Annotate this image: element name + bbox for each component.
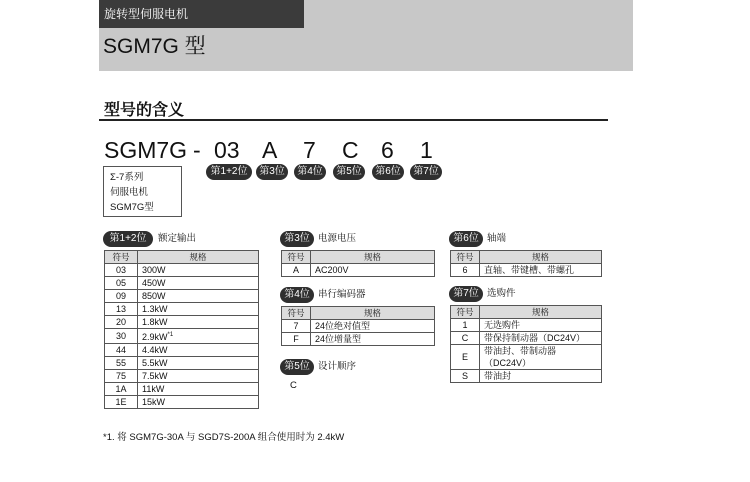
spec-cell — [311, 264, 435, 277]
table-row — [451, 332, 602, 345]
spec-text: 15kW — [142, 397, 166, 407]
group-3-pill: 第3位 — [280, 231, 314, 247]
spec-text: AC200V — [315, 265, 349, 275]
spec-text: 24位增量型 — [315, 334, 362, 344]
code-cell: 1A — [105, 383, 138, 396]
spec-cell — [138, 370, 259, 383]
spec-text: 24位绝对值型 — [315, 321, 371, 331]
series-box — [103, 166, 182, 217]
code-cell: 30 — [105, 329, 138, 344]
table-row — [105, 264, 259, 277]
group-7-pill: 第7位 — [449, 286, 483, 302]
footnote: *1. 将 SGM7G-30A 与 SGD7S-200A 组合使用时为 2.4kW — [103, 432, 345, 443]
spec-text: 带保持制动器（DC24V） — [484, 333, 586, 343]
pill-digit-3: 第3位 — [256, 164, 288, 180]
spec-text: 1.3kW — [142, 304, 168, 314]
pill-digit-6: 第6位 — [372, 164, 404, 180]
spec-cell — [480, 370, 602, 383]
footnote-marker: *1 — [167, 332, 174, 338]
group-4-pill: 第4位 — [280, 287, 314, 303]
group-6-title: 轴端 — [487, 233, 507, 244]
code-cell: 05 — [105, 277, 138, 290]
spec-cell — [138, 290, 259, 303]
code-cell: E — [451, 345, 480, 370]
spec-cell — [138, 344, 259, 357]
spec-text: 直轴、带键槽、带螺孔 — [484, 265, 575, 275]
model-code-4: 7 — [303, 137, 316, 163]
group-3-title: 电源电压 — [318, 233, 357, 244]
table-row — [105, 357, 259, 370]
encoder-table — [281, 306, 435, 346]
code-cell: 1 — [451, 319, 480, 332]
header-category: 旋转型伺服电机 — [99, 0, 304, 28]
code-cell: 09 — [105, 290, 138, 303]
pill-digit-1-2: 第1+2位 — [206, 164, 252, 180]
page-title: SGM7G 型 — [103, 35, 206, 58]
spec-cell — [480, 332, 602, 345]
spec-text: 4.4kW — [142, 345, 168, 355]
model-code-5: C — [342, 137, 359, 163]
code-cell: F — [282, 333, 311, 346]
spec-text: 7.5kW — [142, 371, 168, 381]
spec-text: 1.8kW — [142, 317, 168, 327]
table-row — [105, 316, 259, 329]
spec-text: 带油封 — [484, 371, 512, 381]
section-title: 型号的含义 — [104, 102, 185, 119]
pill-digit-5: 第5位 — [333, 164, 365, 180]
table-row — [105, 277, 259, 290]
table-row — [451, 264, 602, 277]
col-code: 符号 — [105, 251, 138, 264]
code-cell: 20 — [105, 316, 138, 329]
table-row — [451, 370, 602, 383]
col-spec: 规格 — [480, 306, 602, 319]
table-row — [451, 345, 602, 370]
group-4-title: 串行编码器 — [318, 289, 366, 300]
spec-cell — [138, 396, 259, 409]
code-cell: 55 — [105, 357, 138, 370]
section-divider — [99, 119, 608, 121]
table-row — [282, 333, 435, 346]
spec-cell — [480, 264, 602, 277]
model-code-6: 6 — [381, 137, 394, 163]
spec-text: 450W — [142, 278, 166, 288]
spec-text: 300W — [142, 265, 166, 275]
col-spec: 规格 — [311, 307, 435, 320]
model-dash: - — [193, 137, 201, 163]
code-cell: 7 — [282, 320, 311, 333]
spec-cell — [138, 264, 259, 277]
table-row — [105, 383, 259, 396]
spec-cell — [138, 329, 259, 344]
table-row — [105, 370, 259, 383]
spec-cell — [138, 357, 259, 370]
table-row — [105, 344, 259, 357]
series-line-2: 伺服电机 — [110, 187, 149, 198]
model-base: SGM7G — [104, 137, 188, 163]
code-cell: 75 — [105, 370, 138, 383]
shaft-end-table — [450, 250, 602, 277]
code-cell: 1E — [105, 396, 138, 409]
model-code-3: A — [262, 137, 278, 163]
code-cell: A — [282, 264, 311, 277]
spec-cell — [311, 320, 435, 333]
col-code: 符号 — [282, 307, 311, 320]
table-row — [105, 290, 259, 303]
spec-cell — [138, 316, 259, 329]
spec-text: 2.9kW — [142, 332, 168, 342]
series-line-1: Σ-7系列 — [110, 172, 144, 183]
spec-cell — [480, 345, 602, 370]
col-code: 符号 — [282, 251, 311, 264]
code-cell: S — [451, 370, 480, 383]
group-1-2-title: 额定输出 — [158, 233, 197, 244]
group-1-2-pill: 第1+2位 — [103, 231, 153, 247]
code-cell: 6 — [451, 264, 480, 277]
pill-digit-7: 第7位 — [410, 164, 442, 180]
pill-digit-4: 第4位 — [294, 164, 326, 180]
table-row — [105, 303, 259, 316]
group-6-pill: 第6位 — [449, 231, 483, 247]
design-revision-value: C — [290, 380, 297, 391]
model-code-1-2: 03 — [214, 137, 240, 163]
col-spec: 规格 — [311, 251, 435, 264]
spec-text: 850W — [142, 291, 166, 301]
spec-cell — [138, 277, 259, 290]
col-spec: 规格 — [480, 251, 602, 264]
spec-text: 11kW — [142, 384, 165, 394]
code-cell: 13 — [105, 303, 138, 316]
model-code-7: 1 — [420, 137, 433, 163]
options-table — [450, 305, 602, 383]
spec-text: 5.5kW — [142, 358, 168, 368]
rated-output-table — [104, 250, 259, 409]
code-cell: C — [451, 332, 480, 345]
spec-text: 带油封、带制动器（DC24V） — [484, 346, 557, 368]
code-cell: 44 — [105, 344, 138, 357]
code-cell: 03 — [105, 264, 138, 277]
table-row — [282, 264, 435, 277]
series-line-3: SGM7G型 — [110, 202, 154, 213]
group-5-title: 设计顺序 — [318, 361, 357, 372]
voltage-table — [281, 250, 435, 277]
table-row — [105, 396, 259, 409]
table-row — [451, 319, 602, 332]
spec-text: 无选购件 — [484, 320, 521, 330]
group-5-pill: 第5位 — [280, 359, 314, 375]
col-code: 符号 — [451, 251, 480, 264]
col-code: 符号 — [451, 306, 480, 319]
spec-cell — [138, 303, 259, 316]
group-7-title: 选购件 — [487, 288, 516, 299]
table-row — [105, 329, 259, 344]
col-spec: 规格 — [138, 251, 259, 264]
spec-cell — [138, 383, 259, 396]
table-row — [282, 320, 435, 333]
spec-cell — [311, 333, 435, 346]
spec-cell — [480, 319, 602, 332]
